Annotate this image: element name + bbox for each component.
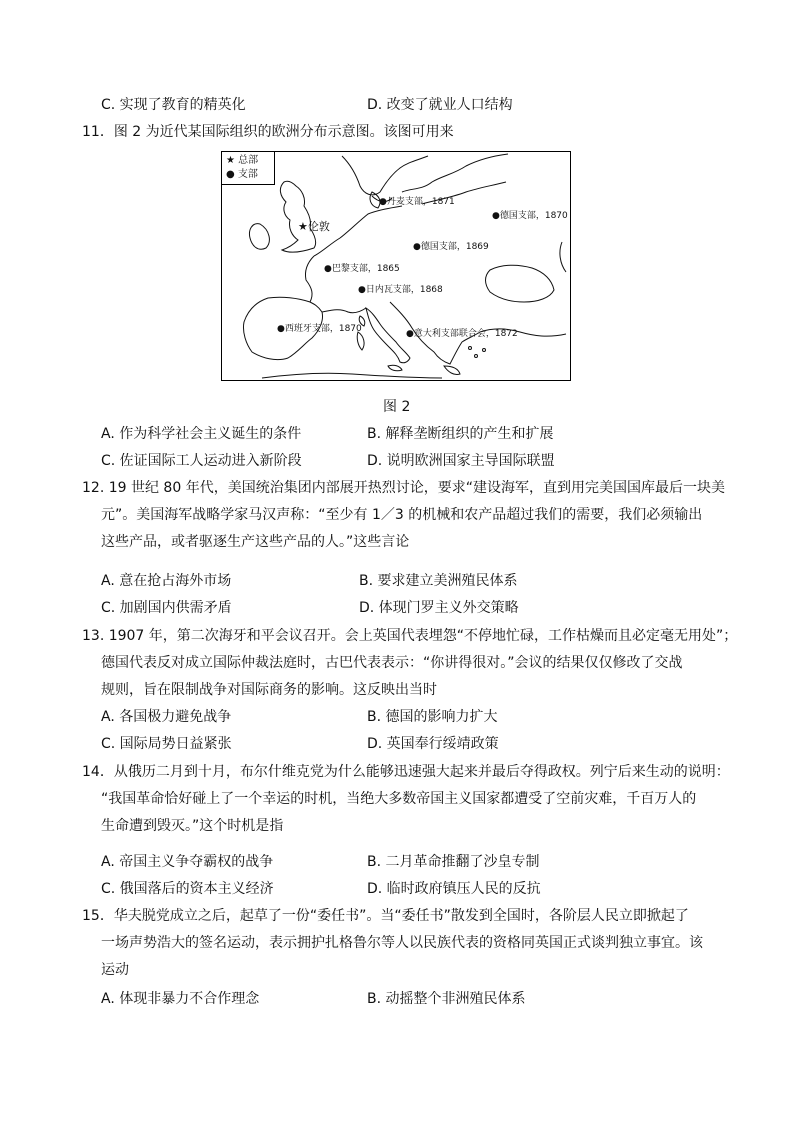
map-label-paris-text: 巴黎支部，1865 bbox=[331, 264, 400, 274]
q15-stem-line1: 15．华夫脱党成立之后，起草了一份“委任书”。当“委任书”散发到全国时，各阶层人民立即掀起了 bbox=[82, 908, 689, 924]
q14-stem-line1: 14．从俄历二月到十月，布尔什维克党为什么能够迅速强大起来并最后夺得政权。列宁后来生动的说明： bbox=[82, 764, 730, 780]
map-label-spain-text: 西班牙支部，1870 bbox=[284, 324, 362, 334]
map-label-italy-text: 意大利支部联合会，1872 bbox=[413, 329, 518, 339]
q15-option-a: A. 体现非暴力不合作理念 bbox=[101, 991, 260, 1007]
map-label-geneva bbox=[358, 282, 443, 295]
q12-stem-line2: 元”。美国海军战略学家马汉声称：“至少有 1／3 的机械和农产品超过我们的需要，我们必须输出 bbox=[101, 507, 703, 523]
legend-branch bbox=[226, 169, 258, 181]
map-label-germany-1869 bbox=[413, 239, 489, 252]
map-label-london-text: 伦敦 bbox=[307, 220, 330, 233]
map-label-geneva-text: 日内瓦支部，1868 bbox=[365, 285, 443, 295]
q13-stem-line2: 德国代表反对成立国际仲裁法庭时，古巴代表表示：“你讲得很对。”会议的结果仅仅修改了交战 bbox=[101, 655, 683, 671]
dot-icon: ● bbox=[406, 329, 414, 339]
dot-icon: ● bbox=[358, 285, 366, 295]
q13-option-b: B. 德国的影响力扩大 bbox=[367, 709, 498, 725]
q10-option-c: C. 实现了教育的精英化 bbox=[101, 97, 246, 113]
q13-stem-line3: 规则，旨在限制战争对国际商务的影响。这反映出当时 bbox=[101, 682, 437, 698]
q13-stem-line1: 13. 1907 年，第二次海牙和平会议召开。会上英国代表埋怨“不停地忙碌，工作枯燥而且必定毫无用处”； bbox=[82, 628, 738, 644]
q14-stem-line3: 生命遭到毁灭。”这个时机是指 bbox=[101, 818, 284, 834]
q15-stem-line3: 运动 bbox=[101, 962, 129, 978]
q12-option-a: A. 意在抢占海外市场 bbox=[101, 573, 232, 589]
q11-option-a: A. 作为科学社会主义诞生的条件 bbox=[101, 426, 302, 442]
q11-option-b: B. 解释垄断组织的产生和扩展 bbox=[367, 426, 554, 442]
q11-option-d: D. 说明欧洲国家主导国际联盟 bbox=[367, 453, 555, 469]
q14-option-d: D. 临时政府镇压人民的反抗 bbox=[367, 881, 541, 897]
q12-option-c: C. 加剧国内供需矛盾 bbox=[101, 600, 232, 616]
dot-icon: ● bbox=[324, 264, 332, 274]
q15-stem-line2: 一场声势浩大的签名运动，表示拥护扎格鲁尔等人以民族代表的资格同英国正式谈判独立事宜。该 bbox=[101, 935, 703, 951]
legend-hq bbox=[226, 155, 258, 167]
map-label-spain bbox=[277, 321, 362, 334]
q14-option-a: A. 帝国主义争夺霸权的战争 bbox=[101, 854, 274, 870]
q12-stem-line3: 这些产品，或者驱逐生产这些产品的人。”这些言论 bbox=[101, 534, 410, 550]
star-icon: ★ bbox=[298, 220, 308, 233]
map-label-denmark-text: 丹麦支部，1871 bbox=[386, 197, 455, 207]
q12-option-b: B. 要求建立美洲殖民体系 bbox=[359, 573, 518, 589]
dot-icon: ● bbox=[492, 211, 500, 221]
q13-option-a: A. 各国极力避免战争 bbox=[101, 709, 232, 725]
map-label-germany-1870-text: 德国支部，1870 bbox=[499, 211, 568, 221]
dot-icon: ● bbox=[226, 169, 235, 180]
figure-caption: 图 2 bbox=[383, 399, 411, 415]
q11-stem: 11．图 2 为近代某国际组织的欧洲分布示意图。该图可用来 bbox=[82, 124, 454, 140]
q12-stem-line1: 12. 19 世纪 80 年代，美国统治集团内部展开热烈讨论，要求“建设海军，直到用完美国国库最后一块美 bbox=[82, 480, 725, 496]
map-label-denmark bbox=[379, 194, 455, 207]
map-label-germany-1869-text: 德国支部，1869 bbox=[420, 242, 489, 252]
q12-option-d: D. 体现门罗主义外交策略 bbox=[359, 600, 519, 616]
q13-option-d: D. 英国奉行绥靖政策 bbox=[367, 736, 499, 752]
map-label-london bbox=[298, 218, 330, 234]
dot-icon: ● bbox=[413, 242, 421, 252]
map-label-germany-1870 bbox=[492, 208, 568, 221]
q10-option-d: D. 改变了就业人口结构 bbox=[367, 97, 513, 113]
q14-option-b: B. 二月革命推翻了沙皇专制 bbox=[367, 854, 540, 870]
q15-option-b: B. 动摇整个非洲殖民体系 bbox=[367, 991, 526, 1007]
dot-icon: ● bbox=[379, 197, 387, 207]
dot-icon: ● bbox=[277, 324, 285, 334]
legend-branch-label: 支部 bbox=[237, 169, 258, 180]
europe-map-figure bbox=[221, 151, 571, 381]
star-icon: ★ bbox=[226, 155, 235, 166]
map-label-italy bbox=[406, 326, 518, 339]
q14-stem-line2: “我国革命恰好碰上了一个幸运的时机，当绝大多数帝国主义国家都遭受了空前灾难，千百万人的 bbox=[101, 791, 697, 807]
q13-option-c: C. 国际局势日益紧张 bbox=[101, 736, 232, 752]
q11-option-c: C. 佐证国际工人运动进入新阶段 bbox=[101, 453, 302, 469]
map-label-paris bbox=[324, 261, 400, 274]
q14-option-c: C. 俄国落后的资本主义经济 bbox=[101, 881, 274, 897]
map-legend bbox=[222, 152, 275, 185]
legend-hq-label: 总部 bbox=[238, 155, 259, 166]
